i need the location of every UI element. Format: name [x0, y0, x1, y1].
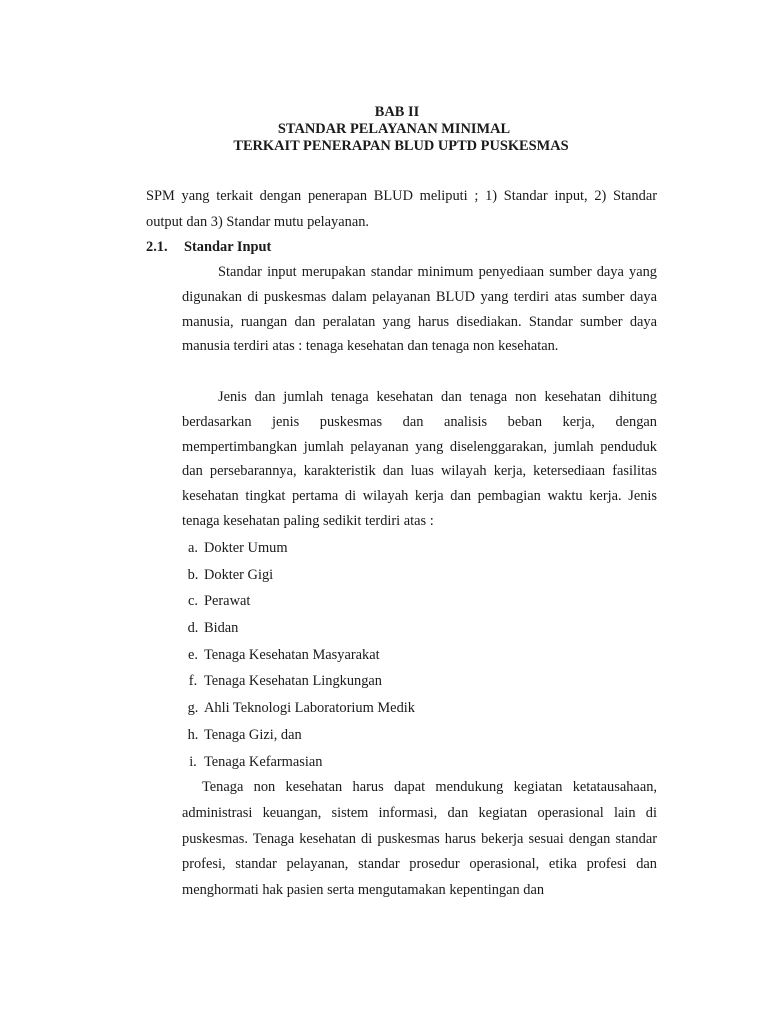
- list-item: [182, 615, 415, 642]
- chapter-number: BAB II: [374, 104, 420, 120]
- list-item-text: Tenaga Gizi, dan: [204, 726, 302, 743]
- list-item: [182, 722, 415, 749]
- list-item: [182, 588, 415, 615]
- list-item: [182, 535, 415, 562]
- list-marker: g.: [187, 700, 199, 717]
- chapter-heading: STANDAR PELAYANAN MINIMAL: [277, 121, 511, 137]
- paragraph-standar-input: Standar input merupakan standar minimum penyediaan sumber daya yang digunakan di puskesmas dalam pelayanan BLUD yang terdiri atas sumber daya manusia, ruangan dan peralatan yang harus disediakan. Standar sumber daya manusia terdiri atas : tenaga kesehatan dan tenaga non kesehatan.: [182, 264, 657, 355]
- section-heading: [146, 234, 271, 260]
- list-item-text: Bidan: [204, 620, 239, 637]
- list-item-text: Dokter Umum: [204, 540, 288, 556]
- list-item-text: Ahli Teknologi Laboratorium Medik: [204, 700, 415, 717]
- list-marker: e.: [188, 646, 198, 663]
- list-marker: f.: [188, 673, 198, 690]
- list-item: [182, 695, 415, 722]
- list-item-text: Dokter Gigi: [204, 566, 274, 583]
- chapter-title: [0, 104, 768, 155]
- list-marker: i.: [189, 753, 197, 770]
- paragraph-jenis-tenaga: Jenis dan jumlah tenaga kesehatan dan tenaga non kesehatan dihitung berdasarkan jenis puskesmas dan analisis beban kerja, dengan mempertimbangkan jumlah pelayanan yang diselenggarakan, jumlah penduduk dan persebarannya, karakteristik dan luas wilayah kerja, ketersediaan fasilitas kesehatan tingkat pertama di wilayah kerja dan pembagian waktu kerja. Jenis tenaga kesehatan paling sedikit terdiri atas :: [182, 389, 657, 529]
- section-number: 2.1.: [146, 239, 168, 255]
- list-item: [182, 668, 415, 695]
- list-marker: c.: [188, 593, 198, 610]
- list-item: [182, 749, 415, 776]
- chapter-subheading: TERKAIT PENERAPAN BLUD UPTD PUSKESMAS: [233, 138, 569, 154]
- list-item: [182, 562, 415, 589]
- list-item-text: Tenaga Kefarmasian: [204, 753, 323, 770]
- list-marker: d.: [187, 620, 199, 637]
- list-marker: a.: [188, 540, 198, 556]
- list-item-text: Tenaga Kesehatan Lingkungan: [204, 673, 383, 690]
- list-item-text: Tenaga Kesehatan Masyarakat: [204, 646, 380, 663]
- list-item-text: Perawat: [204, 593, 251, 610]
- paragraph-tenaga-non-kesehatan: Tenaga non kesehatan harus dapat mendukung kegiatan ketatausahaan, administrasi keuangan, sistem informasi, dan kegiatan operasional lain di puskesmas. Tenaga kesehatan di puskesmas harus bekerja sesuai dengan standar profesi, standar pelayanan, standar prosedur operasional, etika profesi dan menghormati hak pasien serta mengutamakan kepentingan dan: [182, 779, 657, 899]
- intro-paragraph: SPM yang terkait dengan penerapan BLUD meliputi ; 1) Standar input, 2) Standar output dan 3) Standar mutu pelayanan.: [146, 188, 657, 230]
- list-marker: b.: [187, 566, 199, 583]
- section-title: Standar Input: [184, 239, 272, 255]
- tenaga-kesehatan-list: [182, 535, 415, 775]
- list-item: [182, 642, 415, 669]
- list-marker: h.: [187, 726, 199, 743]
